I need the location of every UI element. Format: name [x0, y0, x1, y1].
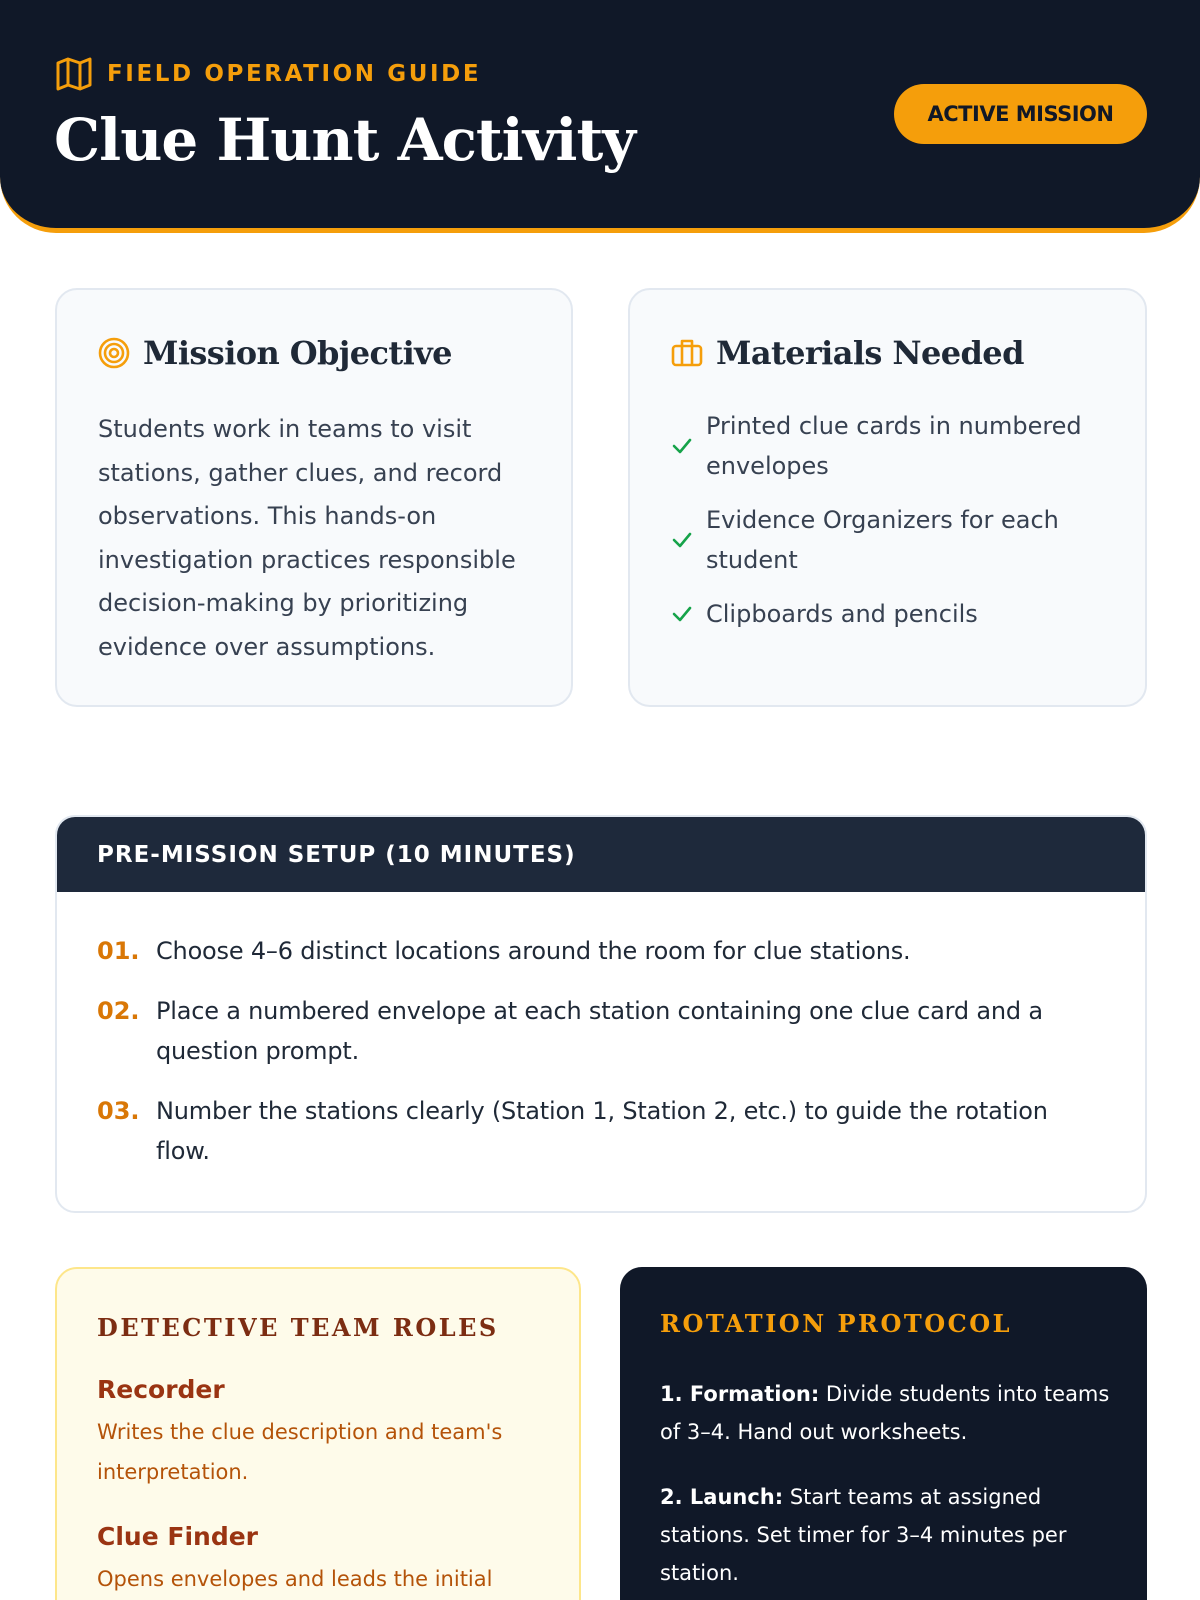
- rotation-title: ROTATION PROTOCOL: [660, 1309, 1013, 1338]
- step-text: Choose 4–6 distinct locations around the room for clue stations.: [156, 937, 911, 965]
- rotation-label: 1. Formation:: [660, 1382, 820, 1406]
- role-item: [97, 1522, 537, 1599]
- rotation-label: 2. Launch:: [660, 1485, 784, 1509]
- materials-list: [670, 406, 1110, 648]
- rotation-text: Divide students into teams of 3–4. Hand out worksheets.: [660, 1382, 1110, 1444]
- materials-heading: [670, 334, 1024, 372]
- role-name: Recorder: [97, 1375, 225, 1404]
- setup-header: [57, 817, 1145, 892]
- setup-steps: [97, 931, 1107, 1191]
- step-number: 02.: [97, 997, 140, 1025]
- target-icon: [97, 336, 131, 370]
- rotation-item: [660, 1478, 1110, 1592]
- materials-title: Materials Needed: [716, 334, 1024, 372]
- page-title: Clue Hunt Activity: [54, 106, 635, 174]
- check-icon: [670, 528, 694, 552]
- setup-panel: [55, 815, 1147, 1213]
- roles-card: [55, 1267, 581, 1600]
- step-text: Place a numbered envelope at each station containing one clue card and a question prompt.: [156, 997, 1043, 1065]
- rotation-item: [660, 1375, 1110, 1451]
- status-badge: ACTIVE MISSION: [894, 84, 1147, 144]
- list-item: [670, 594, 1110, 634]
- list-item: [97, 931, 1107, 971]
- role-description: Writes the clue description and team's interpretation.: [97, 1420, 503, 1484]
- kicker-text: FIELD OPERATION GUIDE: [107, 61, 482, 87]
- list-item: [97, 991, 1107, 1071]
- role-item: [97, 1375, 537, 1492]
- page-header: [0, 0, 1200, 233]
- roles-title: DETECTIVE TEAM ROLES: [97, 1313, 499, 1342]
- material-text: Evidence Organizers for each student: [706, 506, 1059, 574]
- objective-text: Students work in teams to visit stations, gather clues, and record observations. This hands-on investigation practices responsible decision-making by prioritizing evidence over assumptions.: [98, 415, 516, 661]
- check-icon: [670, 434, 694, 458]
- step-number: 03.: [97, 1097, 140, 1125]
- check-icon: [670, 602, 694, 626]
- objective-card: [55, 288, 573, 707]
- objective-heading: [97, 334, 452, 372]
- step-number: 01.: [97, 937, 140, 965]
- rotation-card: [620, 1267, 1147, 1600]
- setup-title: PRE-MISSION SETUP (10 MINUTES): [97, 841, 576, 868]
- material-text: Clipboards and pencils: [706, 600, 978, 628]
- step-text: Number the stations clearly (Station 1, Station 2, etc.) to guide the rotation flow.: [156, 1097, 1048, 1165]
- rotation-text: Start teams at assigned stations. Set timer for 3–4 minutes per station.: [660, 1485, 1067, 1585]
- list-item: [670, 500, 1110, 580]
- role-name: Clue Finder: [97, 1522, 258, 1551]
- header-kicker: [55, 56, 481, 92]
- objective-title: Mission Objective: [143, 334, 452, 372]
- briefcase-icon: [670, 336, 704, 370]
- map-icon: [55, 56, 93, 92]
- materials-card: [628, 288, 1147, 707]
- material-text: Printed clue cards in numbered envelopes: [706, 412, 1082, 480]
- role-description: Opens envelopes and leads the initial: [97, 1567, 493, 1591]
- list-item: [670, 406, 1110, 486]
- list-item: [97, 1091, 1107, 1171]
